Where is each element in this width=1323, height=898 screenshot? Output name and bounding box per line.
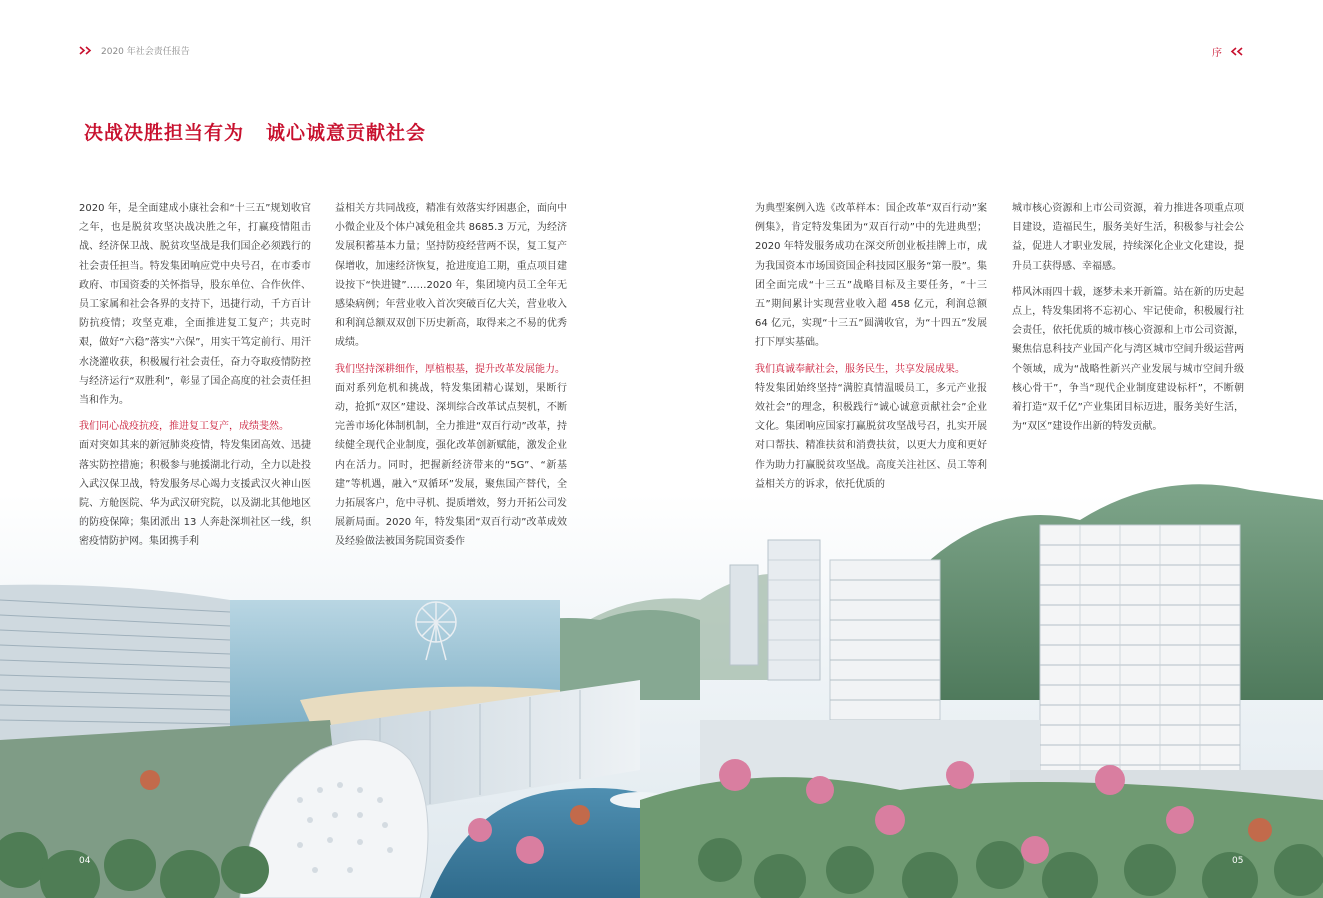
paragraph: 为典型案例入选《改革样本：国企改革“双百行动”案例集》，肯定特发集团为“双百行动”中的先进典型；2020 年特发服务成功在深交所创业板挂牌上市，成为我国资本市场国资国企科技园区服务“第一股”。集团全面完成“十三五”战略目标及主要任务，“十三五”期间累计实现营业收入超 458 亿元，利润总额 64 亿元，实现“十三五”圆满收官，为“十四五”发展打下厚实基础。	[755, 203, 987, 349]
paragraph: 面对突如其来的新冠肺炎疫情，特发集团高效、迅捷落实防控措施；积极参与驰援湖北行动，全力以赴投入武汉保卫战，特发服务尽心竭力支援武汉火神山医院、方舱医院、华为武汉研究院，以及湖北其他地区的防疫保障；集团派出 13 人奔赴深圳社区一线，织密疫情防护网。集团携手利	[79, 440, 311, 548]
page-number-left: 04	[79, 856, 91, 866]
section-heading: 我们同心战疫抗疫，推进复工复产，成绩斐然。	[79, 421, 289, 433]
left-header	[79, 44, 190, 57]
page-title	[84, 118, 426, 145]
double-chevron-right-icon	[79, 46, 93, 55]
page-number-right: 05	[1232, 856, 1244, 866]
double-chevron-left-icon	[1230, 47, 1244, 56]
text-column-4	[1012, 199, 1244, 443]
paragraph: 2020 年，是全面建成小康社会和“十三五”规划收官之年，也是脱贫攻坚决战决胜之年，打赢疫情阻击战、经济保卫战、脱贫攻坚战是我们国企必须践行的社会责任担当。特发集团响应党中央号召，在市委市政府、市国资委的关怀指导，股东单位、合作伙伴、员工家属和社会各界的支持下，迅捷行动，千方百计防抗疫情；攻坚克难，全面推进复工复产；共克时艰，做好“六稳”落实“六保”，用实干笃定前行、用汗水浇灌收获，积极履行社会责任，奋力夺取疫情防控与经济运行“双胜利”，彰显了国企高度的社会责任担当和作为。	[79, 203, 311, 407]
right-header	[1212, 44, 1244, 59]
section-heading: 我们坚持深耕细作，厚植根基，提升改革发展能力。	[335, 363, 565, 375]
paragraph: 特发集团始终坚持“满腔真情温暖员工，多元产业报效社会”的理念，积极践行“诚心诚意贡献社会”企业文化。集团响应国家打赢脱贫攻坚战号召，扎实开展对口帮扶、精准扶贫和消费扶贫，以更大力度和更好作为助力打赢脱贫攻坚战。高度关注社区、员工等利益相关方的诉求，依托优质的	[755, 382, 987, 490]
title-part1: 决战决胜担当有为	[84, 122, 245, 144]
section-label: 序	[1212, 48, 1222, 59]
paragraph: 益相关方共同战疫，精准有效落实纾困惠企，面向中小微企业及个体户减免租金共 8685.3 万元，为经济发展积蓄基本力量；坚持防疫经营两不误，复工复产保增收，加速经济恢复，抢进度追工期，重点项目建设按下“快进键”……2020 年，集团境内员工全年无感染病例；年营业收入首次突破百亿大关，营业收入和利润总额双双创下历史新高，取得来之不易的优秀成绩。	[335, 203, 567, 349]
text-column-3	[755, 199, 987, 501]
paragraph: 栉风沐雨四十载，逐梦未来开新篇。站在新的历史起点上，特发集团将不忘初心、牢记使命，积极履行社会责任，依托优质的城市核心资源和上市公司资源，聚焦信息科技产业国产化与湾区城市空间升级运营两个领域，成为“战略性新兴产业发展与城市空间升级核心骨干”，争当“现代企业制度建设标杆”，不断朝着打造“双千亿”产业集团目标迈进，服务美好生活，为“双区”建设作出新的特发贡献。	[1012, 286, 1244, 433]
section-heading: 我们真诚奉献社会，服务民生，共享发展成果。	[755, 363, 965, 375]
paragraph: 城市核心资源和上市公司资源，着力推进各项重点项目建设，造福民生，服务美好生活，积极参与社会公益，促进人才职业发展，持续深化企业文化建设，提升员工获得感、幸福感。	[1012, 203, 1244, 272]
paragraph: 面对系列危机和挑战，特发集团精心谋划，果断行动，抢抓“双区”建设、深圳综合改革试点契机，不断完善市场化体制机制，全力推进“双百行动”改革，持续健全现代企业制度，强化改革创新赋能，激发企业内在活力。同时，把握新经济带来的“5G”、“新基建”等机遇，融入“双循环”发展，聚焦国产替代，全力拓展客户，危中寻机、提质增效，努力开拓公司发展新局面。2020 年，特发集团“双百行动”改革成效及经验做法被国务院国资委作	[335, 382, 567, 548]
title-part2: 诚心诚意贡献社会	[266, 122, 427, 144]
text-column-2	[335, 199, 567, 559]
report-title: 2020 年社会责任报告	[101, 47, 190, 57]
text-column-1	[79, 199, 311, 559]
